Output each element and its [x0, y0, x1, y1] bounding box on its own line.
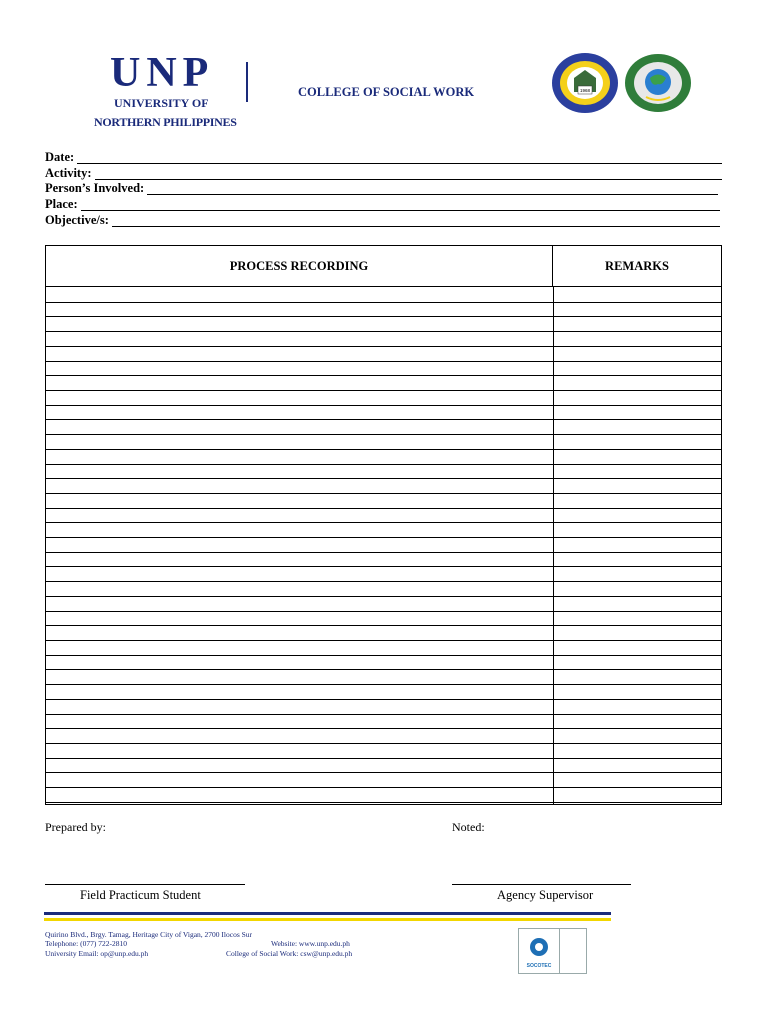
table-row-line [46, 655, 721, 656]
table-row-line [46, 728, 721, 729]
table-row-line [46, 611, 721, 612]
table-row-line [46, 581, 721, 582]
university-name-line2: NORTHERN PHILIPPINES [94, 115, 237, 129]
table-row-line [46, 405, 721, 406]
table-row-line [46, 346, 721, 347]
table-row-line [46, 375, 721, 376]
footer-university-email: University Email: op@unp.edu.ph [45, 949, 149, 958]
table-row-line [46, 699, 721, 700]
table-row-line [46, 566, 721, 567]
table-row-line [46, 419, 721, 420]
prepared-by-label: Prepared by: [45, 820, 106, 834]
footer-telephone: Telephone: (077) 722-2810 [45, 939, 127, 948]
footer-college-email: College of Social Work: csw@unp.edu.ph [226, 949, 353, 958]
noted-label: Noted: [452, 820, 485, 834]
certification-panel [558, 928, 587, 974]
footer-address: Quirino Blvd., Brgy. Tamag, Heritage City of Vigan, 2700 Ilocos Sur [45, 930, 253, 939]
table-row-line [46, 743, 721, 744]
university-seal-icon [550, 52, 620, 114]
student-role-label: Field Practicum Student [80, 888, 201, 902]
table-row-line [46, 552, 721, 553]
table-row-line [46, 787, 721, 788]
socotec-certification-badge [518, 928, 560, 974]
socotec-logo-icon [519, 929, 559, 973]
seal-year: 1968 [579, 88, 591, 93]
activity-field[interactable] [45, 166, 722, 180]
date-field[interactable] [45, 150, 722, 164]
footer-website: Website: www.unp.edu.ph [271, 939, 350, 948]
socotec-label: SOCOTEC [526, 963, 552, 969]
table-row-line [46, 434, 721, 435]
table-row-line [46, 361, 721, 362]
table-row-line [46, 522, 721, 523]
date-label: Date: [45, 150, 75, 164]
unp-logo-text: UNP [110, 50, 215, 96]
college-name: COLLEGE OF SOCIAL WORK [298, 85, 475, 99]
footer-yellow-rule [44, 918, 611, 921]
table-row-line [46, 714, 721, 715]
activity-label: Activity: [45, 166, 92, 180]
table-row-line [46, 758, 721, 759]
table-row-line [46, 316, 721, 317]
process-recording-header: PROCESS RECORDING [46, 246, 553, 287]
table-row-line [46, 390, 721, 391]
place-label: Place: [45, 197, 78, 211]
table-row-line [46, 596, 721, 597]
table-row-line [46, 493, 721, 494]
remarks-header: REMARKS [553, 246, 721, 287]
process-recording-table [45, 245, 722, 805]
table-row-line [46, 537, 721, 538]
table-row-line [46, 625, 721, 626]
student-signature-line[interactable] [45, 884, 245, 885]
table-row-line [46, 669, 721, 670]
table-row-line [46, 302, 721, 303]
table-row-line [46, 449, 721, 450]
objectives-label: Objective/s: [45, 213, 109, 227]
persons-involved-label: Person’s Involved: [45, 181, 145, 195]
persons-involved-field[interactable] [45, 181, 718, 195]
csw-logo-icon [624, 53, 692, 113]
logo-divider [246, 62, 248, 102]
table-row-line [46, 508, 721, 509]
place-field[interactable] [45, 197, 720, 211]
supervisor-role-label: Agency Supervisor [497, 888, 594, 902]
supervisor-signature-line[interactable] [452, 884, 631, 885]
table-row-line [46, 684, 721, 685]
column-divider [553, 287, 554, 804]
table-row-line [46, 640, 721, 641]
university-name-line1: UNIVERSITY OF [114, 96, 209, 110]
table-row-line [46, 478, 721, 479]
footer-navy-rule [44, 912, 611, 915]
table-row-line [46, 464, 721, 465]
table-row-line [46, 772, 721, 773]
objectives-field[interactable] [45, 213, 720, 227]
table-row-line [46, 331, 721, 332]
table-row-line [46, 802, 721, 803]
